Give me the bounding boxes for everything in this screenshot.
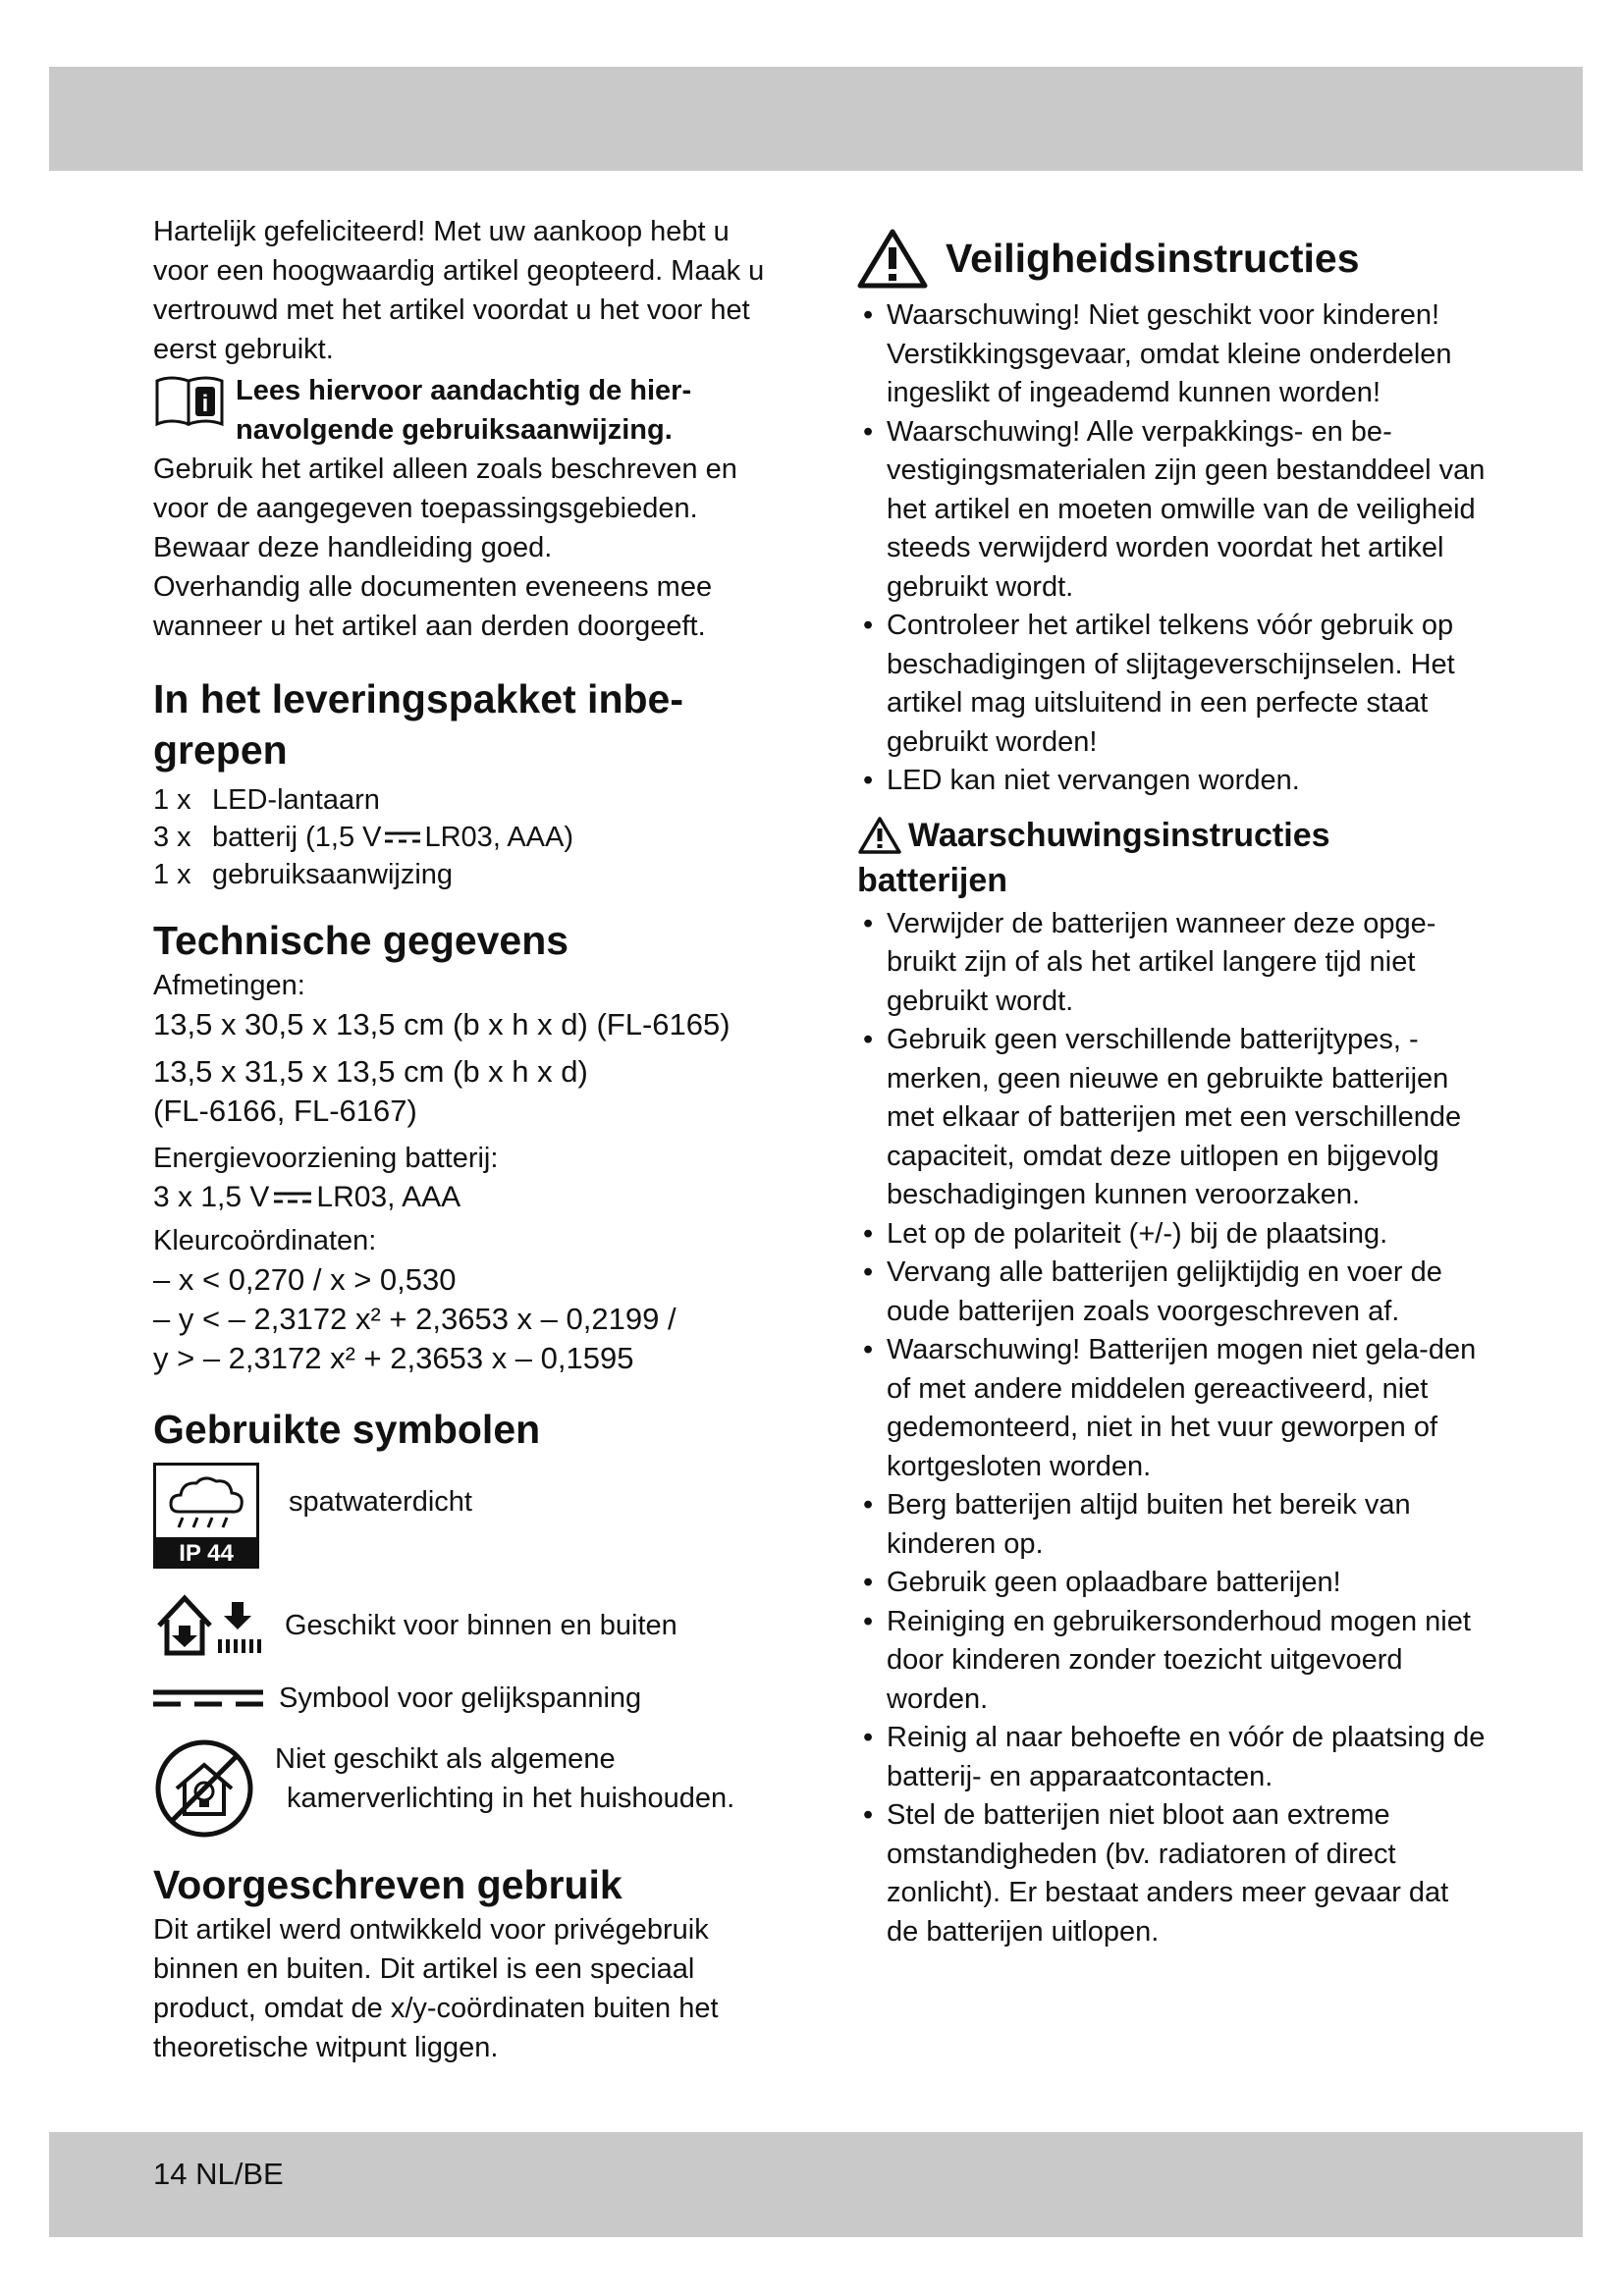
list-item: • Let op de polariteit (+/-) bij de plaatsing.: [857, 1215, 1486, 1255]
usage-text: Dit artikel werd ontwikkeld voor privégebruik binnen en buiten. Dit artikel is een speciaal product, omdat de x/y-coördinaten buiten het theoretische witpunt liggen.: [153, 1914, 719, 2063]
intro-text-4: Overhandig alle documenten eveneens mee wanneer u het artikel aan derden doorgeeft.: [153, 571, 713, 642]
intro-text-2: Gebruik het artikel alleen zoals beschreven en voor de aangegeven toepassingsgebieden.: [153, 454, 737, 524]
page-number: 14 NL/BE: [153, 2157, 284, 2191]
color-line-3: y > – 2,3172 x² + 2,3653 x – 0,1595: [153, 1341, 634, 1375]
energy-label: Energievoorziening batterij:: [153, 1143, 499, 1174]
list-item: • Verwijder de batterijen wanneer deze opge-bruikt zijn of als het artikel langere tijd niet gebruikt wordt.: [857, 905, 1486, 1022]
battery-title-1: Waarschuwingsinstructies: [908, 816, 1330, 854]
battery-list: [857, 905, 1486, 1952]
dc-symbol-icon: [273, 1189, 312, 1206]
indoor-outdoor-icon: [153, 1590, 263, 1661]
delivery-item: 1 x gebruiksaanwijzing: [153, 859, 454, 890]
right-column: [857, 228, 1486, 1951]
symbol-splashproof: [153, 1463, 782, 1569]
delivery-title-1: In het leveringspakket inbe-: [153, 676, 683, 721]
symbol-no-household: [153, 1735, 782, 1840]
dc-symbol-icon: [384, 828, 421, 846]
symbol-text: Symbool voor gelijkspanning: [279, 1682, 642, 1714]
delivery-item: 3 x batterij (1,5 V LR03, AAA): [153, 822, 574, 853]
technical-title: Technische gegevens: [153, 918, 569, 963]
symbol-text: spatwaterdicht: [289, 1486, 472, 1518]
symbol-text: kamerverlichting in het huishouden.: [287, 1783, 735, 1814]
svg-text:IP 44: IP 44: [179, 1540, 234, 1567]
delivery-list: [153, 781, 782, 893]
read-note-line2: navolgende gebruiksaanwijzing.: [236, 414, 673, 446]
list-item: • Waarschuwing! Alle verpakkings- en be-vestigingsmaterialen zijn geen bestanddeel van het artikel en moeten omwille van de veiligheid steeds verwijderd worden voordat het artikel gebruikt wordt.: [857, 413, 1486, 608]
safety-title: Veiligheidsinstructies: [946, 236, 1360, 281]
dim-2a: 13,5 x 31,5 x 13,5 cm (b x h x d): [153, 1054, 588, 1089]
battery-title-2: batterijen: [857, 861, 1008, 899]
color-line-1: – x < 0,270 / x > 0,530: [153, 1262, 457, 1297]
symbol-text: Niet geschikt als algemene: [275, 1743, 616, 1775]
delivery-item: 1 x LED-lantaarn: [153, 784, 380, 816]
delivery-title-2: grepen: [153, 727, 288, 773]
color-line-2: – y < – 2,3172 x² + 2,3653 x – 0,2199 /: [153, 1302, 677, 1336]
read-note-line1: Lees hiervoor aandachtig de hier-: [236, 375, 692, 406]
dim-2b: (FL-6166, FL-6167): [153, 1094, 417, 1128]
list-item: • Gebruik geen verschillende batterijtypes, -merken, geen nieuwe en gebruikte batterijen met elkaar of batterijen met een verschillende capaciteit, omdat deze uitlopen en bijgevolg beschadigingen kunnen veroorzaken.: [857, 1021, 1486, 1215]
list-item: • Waarschuwing! Niet geschikt voor kinderen! Verstikkingsgevaar, omdat kleine onderdelen ingeslikt of ingeademd kunnen worden!: [857, 296, 1486, 413]
read-manual-note: [153, 371, 782, 450]
list-item: • Berg batterijen altijd buiten het bereik van kinderen op.: [857, 1486, 1486, 1564]
warning-triangle-icon: [857, 228, 928, 289]
intro-text-3: Bewaar deze handleiding goed.: [153, 532, 553, 563]
list-item: • Waarschuwing! Batterijen mogen niet gela-den of met andere middelen gereactiveerd, niet gedemonteerd, niet in het vuur geworpen of kortgesloten worden.: [857, 1331, 1486, 1486]
safety-list: [857, 296, 1486, 801]
header-band: [49, 67, 1583, 171]
ip44-rain-icon: [153, 1463, 259, 1569]
symbols-title: Gebruikte symbolen: [153, 1407, 541, 1452]
list-item: • Controleer het artikel telkens vóór gebruik op beschadigingen of slijtageverschijnselen. Het artikel mag uitsluitend in een perfecte staat gebruikt worden!: [857, 607, 1486, 762]
symbol-dc: [153, 1679, 782, 1718]
list-item: • Vervang alle batterijen gelijktijdig en voer de oude batterijen zoals voorgeschreven af.: [857, 1254, 1486, 1331]
list-item: • Gebruik geen oplaadbare batterijen!: [857, 1564, 1486, 1603]
dim-label: Afmetingen:: [153, 970, 305, 1001]
energy-value: 3 x 1,5 V LR03, AAA: [153, 1181, 461, 1213]
list-item: • Reinig al naar behoefte en vóór de plaatsing de batterij- en apparaatcontacten.: [857, 1719, 1486, 1796]
warning-triangle-icon: [857, 816, 902, 855]
list-item: • Stel de batterijen niet bloot aan extreme omstandigheden (bv. radiatoren of direct zonlicht). Er bestaat anders meer gevaar dat de batterijen uitlopen.: [857, 1796, 1486, 1951]
no-household-lighting-icon: [153, 1737, 255, 1840]
list-item: • Reiniging en gebruikersonderhoud mogen niet door kinderen zonder toezicht uitgevoerd worden.: [857, 1603, 1486, 1720]
safety-heading: [857, 228, 1486, 289]
usage-title: Voorgeschreven gebruik: [153, 1862, 623, 1907]
symbol-text: Geschikt voor binnen en buiten: [285, 1610, 677, 1641]
color-label: Kleurcoördinaten:: [153, 1225, 377, 1256]
manual-info-icon: [153, 373, 226, 428]
symbol-indoor-outdoor: [153, 1590, 782, 1661]
svg-text:i: i: [201, 391, 209, 417]
battery-heading: [857, 813, 1486, 858]
left-column: [153, 212, 782, 2067]
dim-1: 13,5 x 30,5 x 13,5 cm (b x h x d) (FL-6165): [153, 1007, 731, 1041]
list-item: • LED kan niet vervangen worden.: [857, 762, 1486, 801]
dc-symbol-icon: [153, 1686, 263, 1710]
intro-text: Hartelijk gefeliciteerd! Met uw aankoop hebt u voor een hoogwaardig artikel geopteerd. Maak u vertrouwd met het artikel voordat u het voor het eerst gebruikt.: [153, 216, 765, 365]
